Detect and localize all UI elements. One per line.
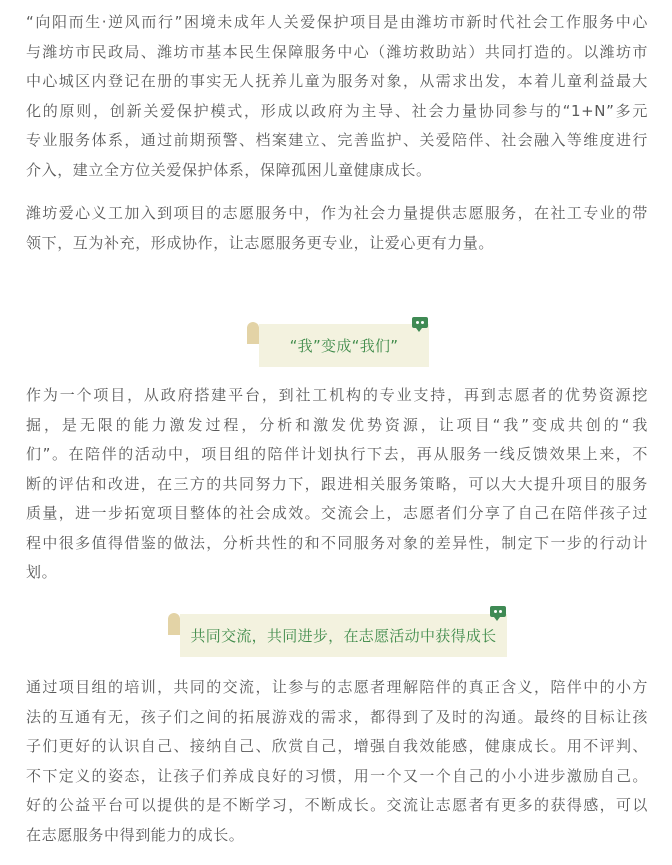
paragraph-volunteers	[26, 199, 648, 258]
text-line: 作为一个项目，从政府搭建平台，到社工机构的专业支持，再到志愿者的优势资源挖	[26, 386, 648, 404]
text-line: 程中很多值得借鉴的做法，分析共性的和不同服务对象的差异性，制定下一步的行动计	[26, 533, 648, 552]
section-heading-title: “我”变成“我们”	[289, 337, 399, 355]
text-line: 介入，建立全方位关爱保护体系，保障孤困儿童健康成长。	[26, 160, 432, 179]
text-line: 不下定义的姿态，让孩子们养成良好的习惯，用一个又一个自己的小小进步激励自己。	[26, 766, 648, 785]
text-line: 法的互通有无，孩子们之间的拓展游戏的需求，都得到了及时的沟通。最终的目标让孩	[26, 707, 648, 726]
text-line: 断的评估和改进，在三方的共同努力下，跟进相关服务策略，可以大大提升项目的服务	[26, 474, 648, 493]
text-line: 质量，进一步拓宽项目整体的社会成效。交流会上，志愿者们分享了自己在陪伴孩子过	[26, 504, 648, 522]
text-line: 掘，是无限的能力激发过程，分析和激发优势资源，让项目“我”变成共创的“我	[26, 415, 648, 434]
text-line: 专业服务体系，通过前期预警、档案建立、完善监护、关爱陪伴、社会融入等维度进行	[26, 131, 648, 149]
text-line: 们”。在陪伴的活动中，项目组的陪伴计划执行下去，再从服务一线反馈效果上来，不	[26, 445, 648, 463]
text-line: 潍坊爱心义工加入到项目的志愿服务中，作为社会力量提供志愿服务，在社工专业的带	[26, 204, 648, 222]
heading-tab-decoration	[247, 322, 259, 344]
paragraph-cocreation	[26, 381, 648, 588]
text-line: 通过项目组的培训，共同的交流，让参与的志愿者理解陪伴的真正含义，陪伴中的小方	[26, 678, 648, 696]
text-line: 化的原则，创新关爱保护模式，形成以政府为主导、社会力量协同参与的“1+N”多元	[26, 101, 648, 120]
text-line: 与潍坊市民政局、潍坊市基本民生保障服务中心（潍坊救助站）共同打造的。以潍坊市	[26, 42, 648, 61]
text-line: 子们更好的认识自己、接纳自己、欣赏自己，增强自我效能感，健康成长。用不评判、	[26, 737, 648, 755]
chat-bubble-icon	[490, 606, 506, 617]
text-line: “向阳而生·逆风而行”困境未成年人关爱保护项目是由潍坊市新时代社会工作服务中心	[26, 13, 648, 31]
text-line: 领下，互为补充，形成协作，让志愿服务更专业，让爱心更有力量。	[26, 233, 495, 252]
paragraph-training	[26, 673, 648, 850]
heading-tab-decoration	[168, 613, 180, 635]
text-line: 中心城区内登记在册的事实无人抚养儿童为服务对象，从需求出发，本着儿童利益最大	[26, 72, 648, 90]
section-heading-title: 共同交流，共同进步，在志愿活动中获得成长	[190, 627, 497, 645]
paragraph-project-intro	[26, 8, 648, 185]
text-line: 在志愿服务中得到能力的成长。	[26, 825, 245, 844]
text-line: 划。	[26, 563, 58, 581]
heading-box	[180, 614, 507, 657]
chat-bubble-icon	[412, 317, 428, 328]
heading-box	[259, 324, 429, 367]
text-line: 好的公益平台可以提供的是不断学习，不断成长。交流让志愿者有更多的获得感，可以	[26, 796, 648, 814]
